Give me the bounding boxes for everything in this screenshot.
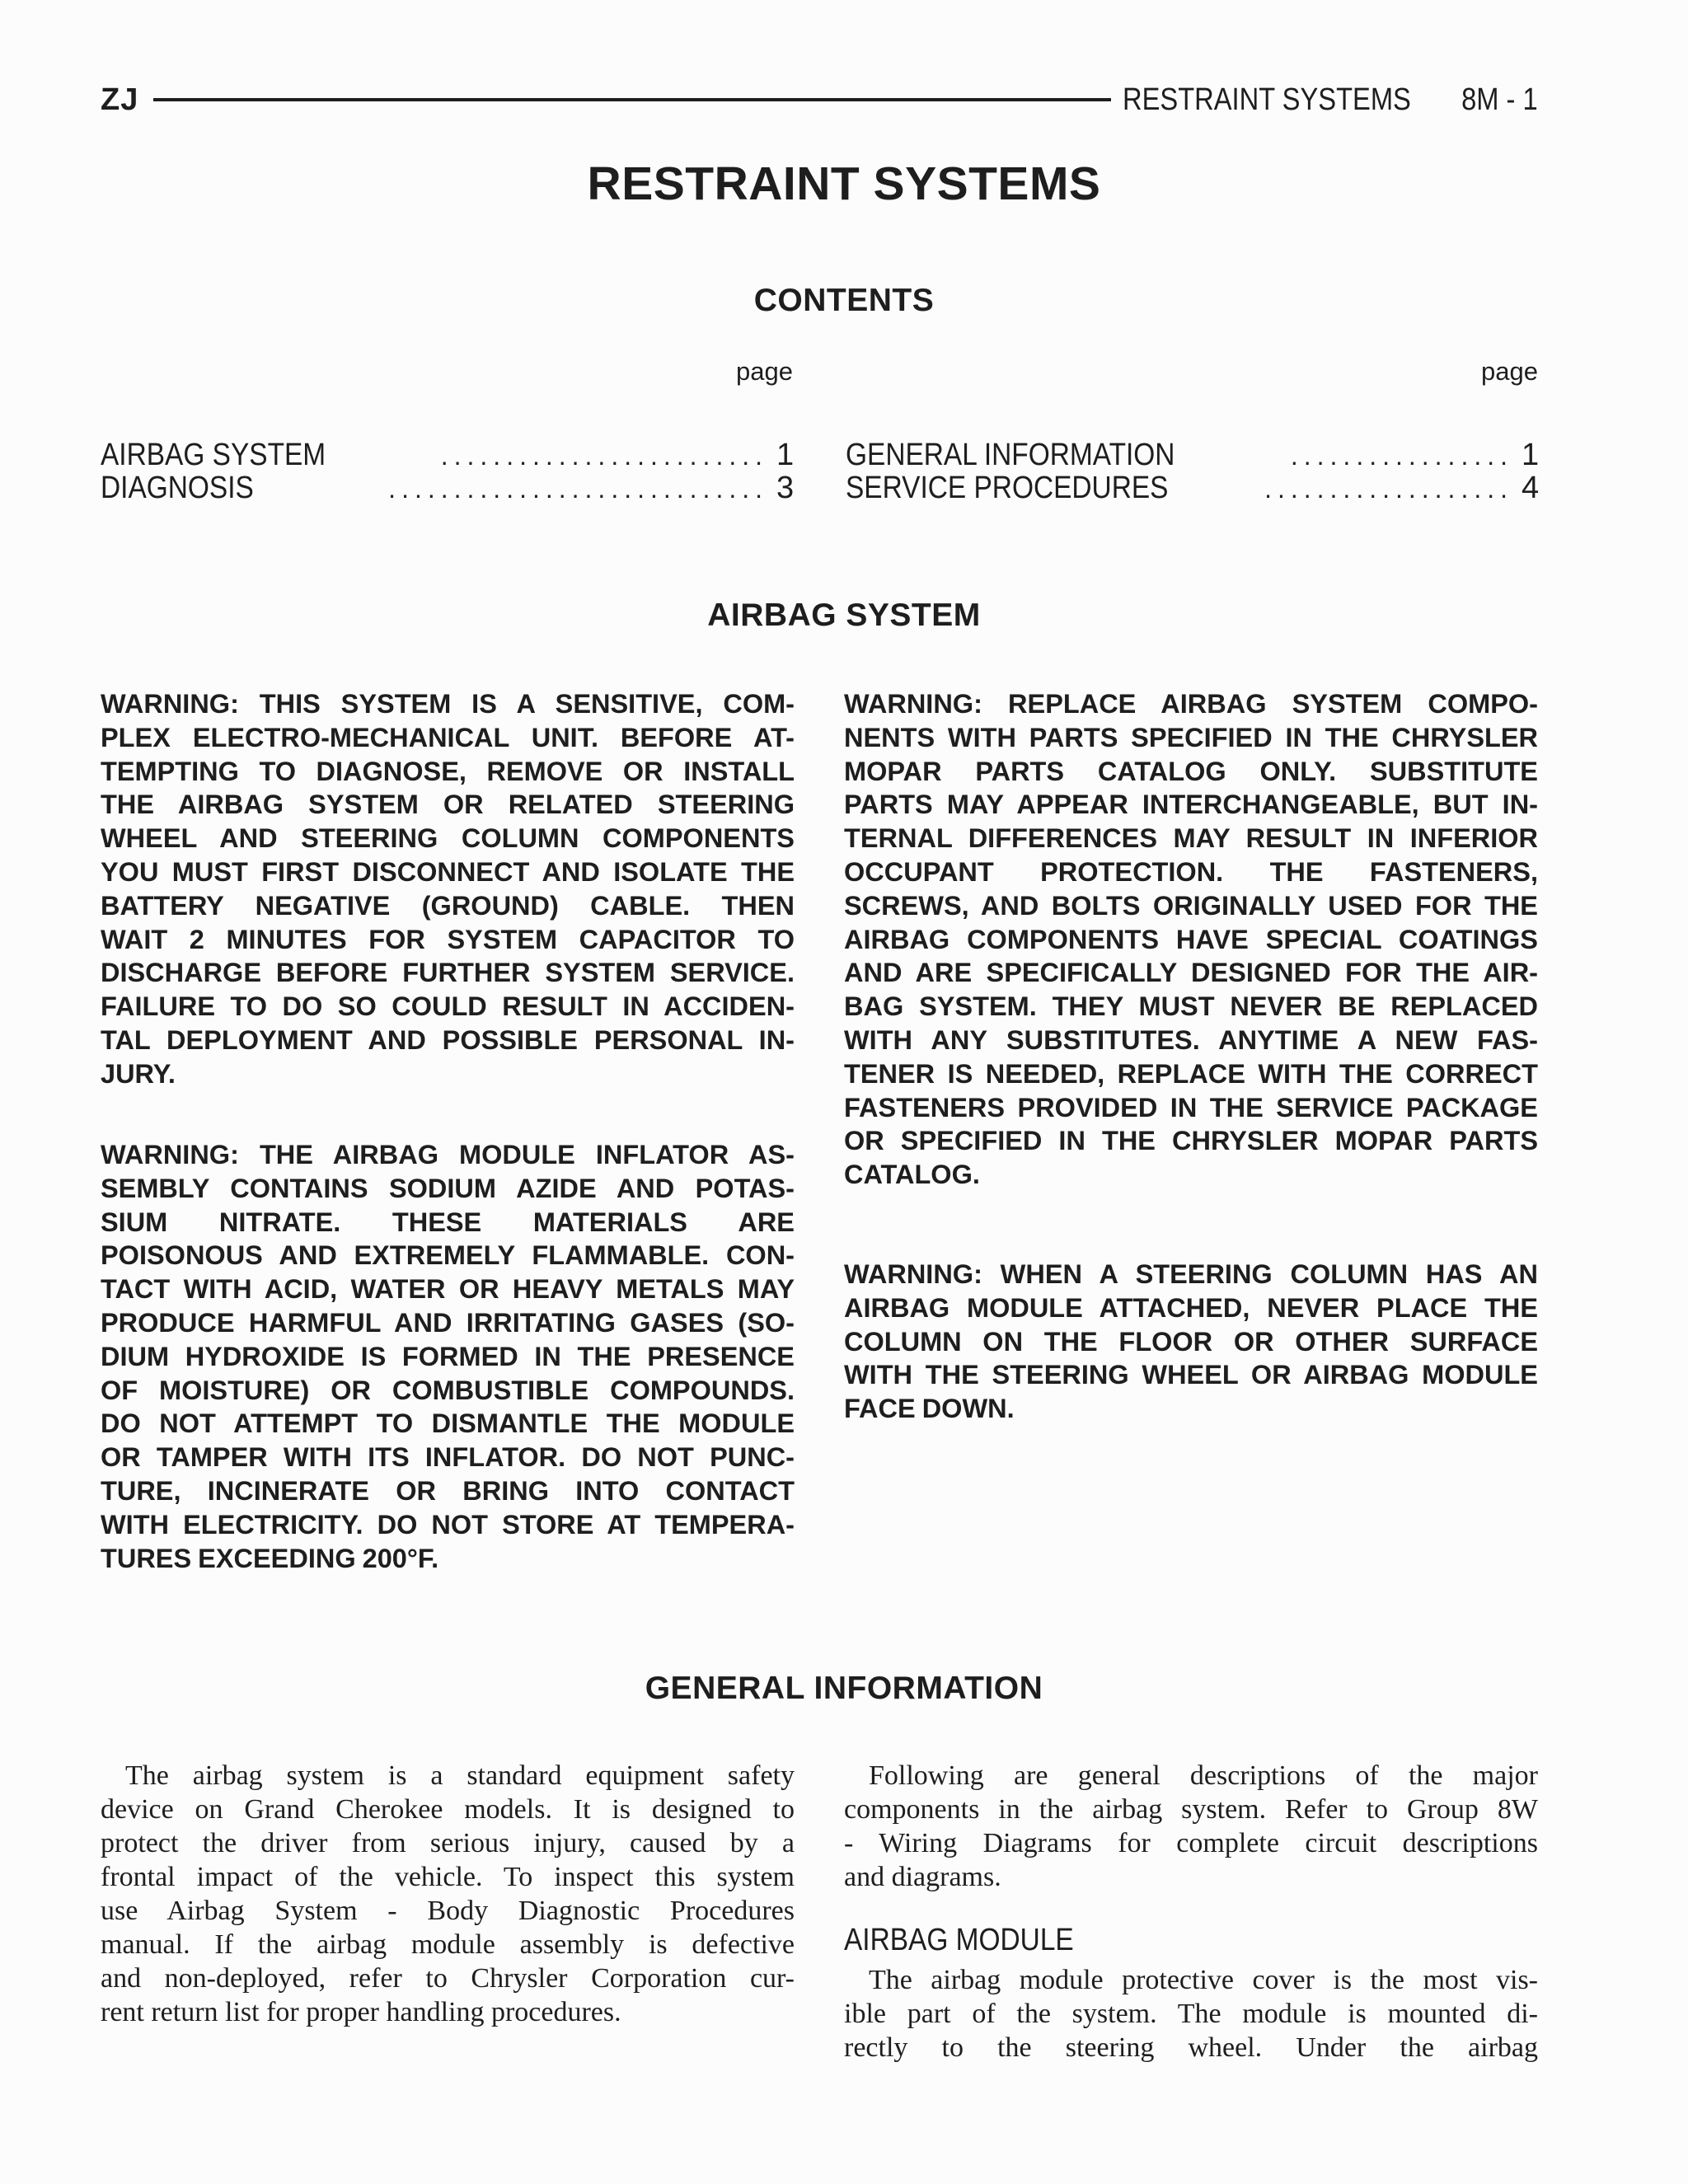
text-line: SEMBLY CONTAINS SODIUM AZIDE AND POTAS- <box>101 1173 795 1203</box>
text-line: frontal impact of the vehicle. To inspect this system <box>101 1862 795 1892</box>
text-line: SCREWS, AND BOLTS ORIGINALLY USED FOR THE <box>844 890 1538 921</box>
text-line: AIRBAG COMPONENTS HAVE SPECIAL COATINGS <box>844 924 1538 954</box>
text-line: use Airbag System - Body Diagnostic Procedures <box>101 1896 795 1926</box>
text-line: AIRBAG MODULE ATTACHED, NEVER PLACE THE <box>844 1292 1538 1323</box>
text-line: PRODUCE HARMFUL AND IRRITATING GASES (SO- <box>101 1307 795 1338</box>
warning-block <box>101 687 795 1091</box>
toc-entry-page: 3 <box>776 471 795 505</box>
text-line: TAL DEPLOYMENT AND POSSIBLE PERSONAL IN- <box>101 1024 795 1055</box>
section-heading-airbag-system: AIRBAG SYSTEM <box>707 598 981 633</box>
text-line: WARNING: THIS SYSTEM IS A SENSITIVE, COM- <box>101 689 795 719</box>
text-line: TENER IS NEEDED, REPLACE WITH THE CORRECT <box>844 1058 1538 1089</box>
text-line: FACE DOWN. <box>844 1394 1015 1424</box>
text-line: The airbag system is a standard equipment safety <box>125 1760 795 1791</box>
text-line: OF MOISTURE) OR COMBUSTIBLE COMPOUNDS. <box>101 1375 795 1405</box>
text-line: THE AIRBAG SYSTEM OR RELATED STEERING <box>101 790 795 820</box>
toc-left-column <box>101 355 793 504</box>
page-title: RESTRAINT SYSTEMS <box>587 157 1101 210</box>
toc-entry-page: 4 <box>1522 471 1540 505</box>
text-line: rent return list for proper handling procedures. <box>101 1997 621 2027</box>
text-line: FAILURE TO DO SO COULD RESULT IN ACCIDEN- <box>101 991 795 1022</box>
text-line: WITH ANY SUBSTITUTES. ANYTIME A NEW FAS- <box>844 1024 1538 1055</box>
text-line: WARNING: THE AIRBAG MODULE INFLATOR AS- <box>101 1140 795 1169</box>
contents-heading: CONTENTS <box>753 283 935 318</box>
toc-entry[interactable] <box>101 471 793 504</box>
text-line: and diagrams. <box>844 1862 1001 1892</box>
text-line: rectly to the steering wheel. Under the airbag <box>844 2032 1538 2063</box>
text-line: ible part of the system. The module is mounted di- <box>844 1999 1538 2029</box>
warning-block <box>844 1258 1538 1426</box>
body-paragraph <box>844 1759 1538 1894</box>
text-line: WARNING: REPLACE AIRBAG SYSTEM COMPO- <box>844 689 1538 719</box>
chapter-code: ZJ <box>101 82 139 117</box>
text-line: BATTERY NEGATIVE (GROUND) CABLE. THEN <box>101 890 795 921</box>
warning-block <box>844 687 1538 1192</box>
text-line: COLUMN ON THE FLOOR OR OTHER SURFACE <box>844 1326 1538 1357</box>
toc-entry-page: 1 <box>1522 438 1540 472</box>
text-line: POISONOUS AND EXTREMELY FLAMMABLE. CON- <box>101 1240 795 1271</box>
toc-entry[interactable] <box>846 438 1538 471</box>
text-line: NENTS WITH PARTS SPECIFIED IN THE CHRYSLER <box>844 722 1538 752</box>
text-line: TERNAL DIFFERENCES MAY RESULT IN INFERIOR <box>844 823 1538 854</box>
text-line: WAIT 2 MINUTES FOR SYSTEM CAPACITOR TO <box>101 924 795 954</box>
text-line: FASTENERS PROVIDED IN THE SERVICE PACKAGE <box>844 1092 1538 1122</box>
toc-entry[interactable] <box>846 471 1538 504</box>
text-line: CATALOG. <box>844 1160 980 1190</box>
text-line: AND ARE SPECIFICALLY DESIGNED FOR THE AIR- <box>844 958 1538 988</box>
text-line: YOU MUST FIRST DISCONNECT AND ISOLATE THE <box>101 856 795 887</box>
section-heading-general-information: GENERAL INFORMATION <box>645 1671 1043 1706</box>
subheading-airbag-module: AIRBAG MODULE <box>844 1923 1074 1957</box>
toc-leader-dots: ............................. <box>388 474 768 504</box>
text-line: WARNING: WHEN A STEERING COLUMN HAS AN <box>844 1259 1538 1289</box>
text-line: protect the driver from serious injury, caused by a <box>101 1828 795 1858</box>
toc-right-column <box>846 355 1538 504</box>
text-line: DIUM HYDROXIDE IS FORMED IN THE PRESENCE <box>101 1341 795 1371</box>
text-line: OR TAMPER WITH ITS INFLATOR. DO NOT PUNC- <box>101 1442 795 1473</box>
header-page-number: 8M - 1 <box>1461 82 1538 117</box>
text-line: TURE, INCINERATE OR BRING INTO CONTACT <box>101 1475 795 1506</box>
text-line: SIUM NITRATE. THESE MATERIALS ARE <box>101 1207 795 1237</box>
text-line: MOPAR PARTS CATALOG ONLY. SUBSTITUTE <box>844 756 1538 786</box>
toc-entry-label: DIAGNOSIS <box>101 471 254 505</box>
toc-entry-label: GENERAL INFORMATION <box>846 438 1175 472</box>
text-line: PARTS MAY APPEAR INTERCHANGEABLE, BUT IN- <box>844 790 1538 820</box>
toc-page-label: page <box>736 357 793 386</box>
running-header <box>101 79 1538 120</box>
toc-entry-label: SERVICE PROCEDURES <box>846 471 1169 505</box>
text-line: components in the airbag system. Refer to Group 8W <box>844 1794 1538 1825</box>
text-line: Following are general descriptions of the major <box>869 1760 1538 1791</box>
text-line: WHEEL AND STEERING COLUMN COMPONENTS <box>101 823 795 854</box>
warning-block <box>101 1138 795 1575</box>
body-paragraph <box>844 1963 1538 2064</box>
text-line: WITH THE STEERING WHEEL OR AIRBAG MODULE <box>844 1360 1538 1390</box>
text-line: OR SPECIFIED IN THE CHRYSLER MOPAR PARTS <box>844 1126 1538 1156</box>
text-line: BAG SYSTEM. THEY MUST NEVER BE REPLACED <box>844 991 1538 1022</box>
toc-page-label: page <box>1481 357 1538 386</box>
text-line: TURES EXCEEDING 200°F. <box>101 1543 439 1573</box>
text-line: JURY. <box>101 1058 176 1089</box>
text-line: manual. If the airbag module assembly is defective <box>101 1929 795 1960</box>
text-line: TEMPTING TO DIAGNOSE, REMOVE OR INSTALL <box>101 756 795 786</box>
header-rule <box>153 98 1111 101</box>
toc-entry[interactable] <box>101 438 793 471</box>
toc-entry-label: AIRBAG SYSTEM <box>101 438 326 472</box>
text-line: - Wiring Diagrams for complete circuit descriptions <box>844 1828 1538 1858</box>
text-line: DO NOT ATTEMPT TO DISMANTLE THE MODULE <box>101 1408 795 1439</box>
header-section-title: RESTRAINT SYSTEMS <box>1123 82 1412 117</box>
toc-leader-dots: ......................... <box>440 441 768 471</box>
text-line: PLEX ELECTRO-MECHANICAL UNIT. BEFORE AT- <box>101 722 795 752</box>
text-line: OCCUPANT PROTECTION. THE FASTENERS, <box>844 856 1538 887</box>
text-line: The airbag module protective cover is the most vis- <box>869 1965 1538 1995</box>
body-paragraph <box>101 1759 795 2029</box>
text-line: and non-deployed, refer to Chrysler Corporation cur- <box>101 1963 795 1994</box>
text-line: DISCHARGE BEFORE FURTHER SYSTEM SERVICE. <box>101 958 795 988</box>
toc-leader-dots: ................. <box>1290 441 1513 471</box>
text-line: WITH ELECTRICITY. DO NOT STORE AT TEMPERA- <box>101 1509 795 1540</box>
text-line: TACT WITH ACID, WATER OR HEAVY METALS MAY <box>101 1274 795 1305</box>
toc-entry-page: 1 <box>776 438 795 472</box>
toc-leader-dots: ................... <box>1264 474 1513 504</box>
text-line: device on Grand Cherokee models. It is designed to <box>101 1794 795 1825</box>
